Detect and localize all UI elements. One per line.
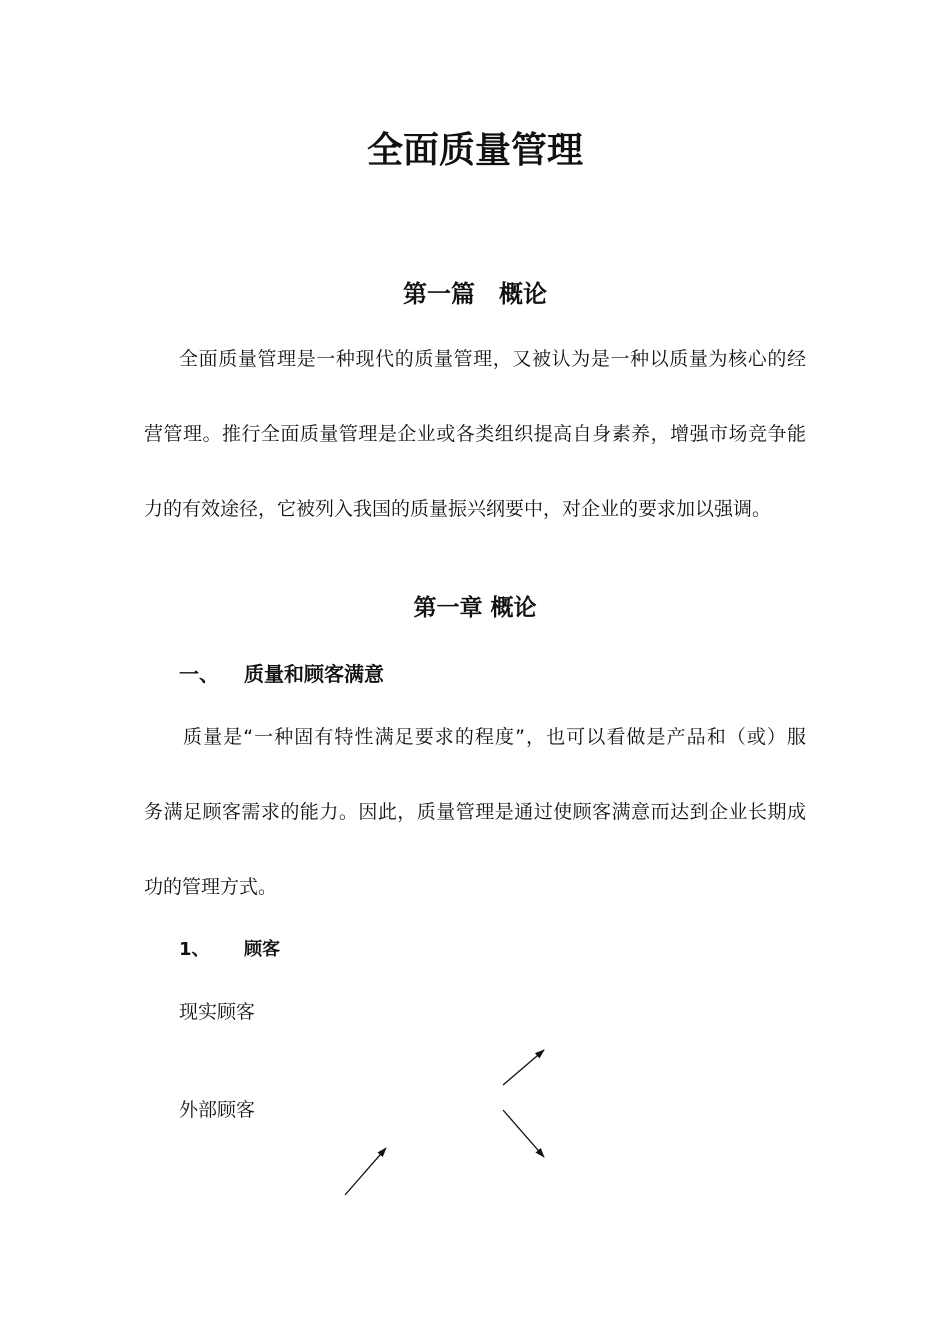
quality-para-line-2: 务满足顾客需求的能力。因此，质量管理是通过使顾客满意而达到企业长期成 (144, 801, 806, 823)
quality-para-line-1: 质量是“一种固有特性满足要求的程度”，也可以看做是产品和（或）服 (183, 726, 806, 748)
section-number: 一、 (179, 662, 219, 686)
quality-para-line-3: 功的管理方式。 (144, 876, 278, 898)
document-title: 全面质量管理 (366, 130, 583, 171)
part-heading: 第一篇 概论 (403, 280, 547, 308)
intro-line-3: 力的有效途径，它被列入我国的质量振兴纲要中，对企业的要求加以强调。 (144, 498, 772, 520)
subsection-number: 1、 (179, 939, 210, 960)
arrow-lower-up-right (345, 1148, 386, 1195)
intro-line-1: 全面质量管理是一种现代的质量管理，又被认为是一种以质量为核心的经 (179, 348, 806, 370)
diagram-label-actual-customer: 现实顾客 (179, 1001, 256, 1023)
chapter-heading: 第一章 概论 (413, 595, 537, 621)
intro-line-2: 营管理。推行全面质量管理是企业或各类组织提高自身素养，增强市场竞争能 (144, 423, 806, 445)
diagram-label-external-customer: 外部顾客 (179, 1099, 256, 1121)
section-title: 质量和顾客满意 (244, 662, 384, 686)
arrow-up-right (503, 1050, 544, 1085)
subsection-title: 顾客 (244, 939, 280, 960)
arrow-down-right (503, 1110, 544, 1157)
